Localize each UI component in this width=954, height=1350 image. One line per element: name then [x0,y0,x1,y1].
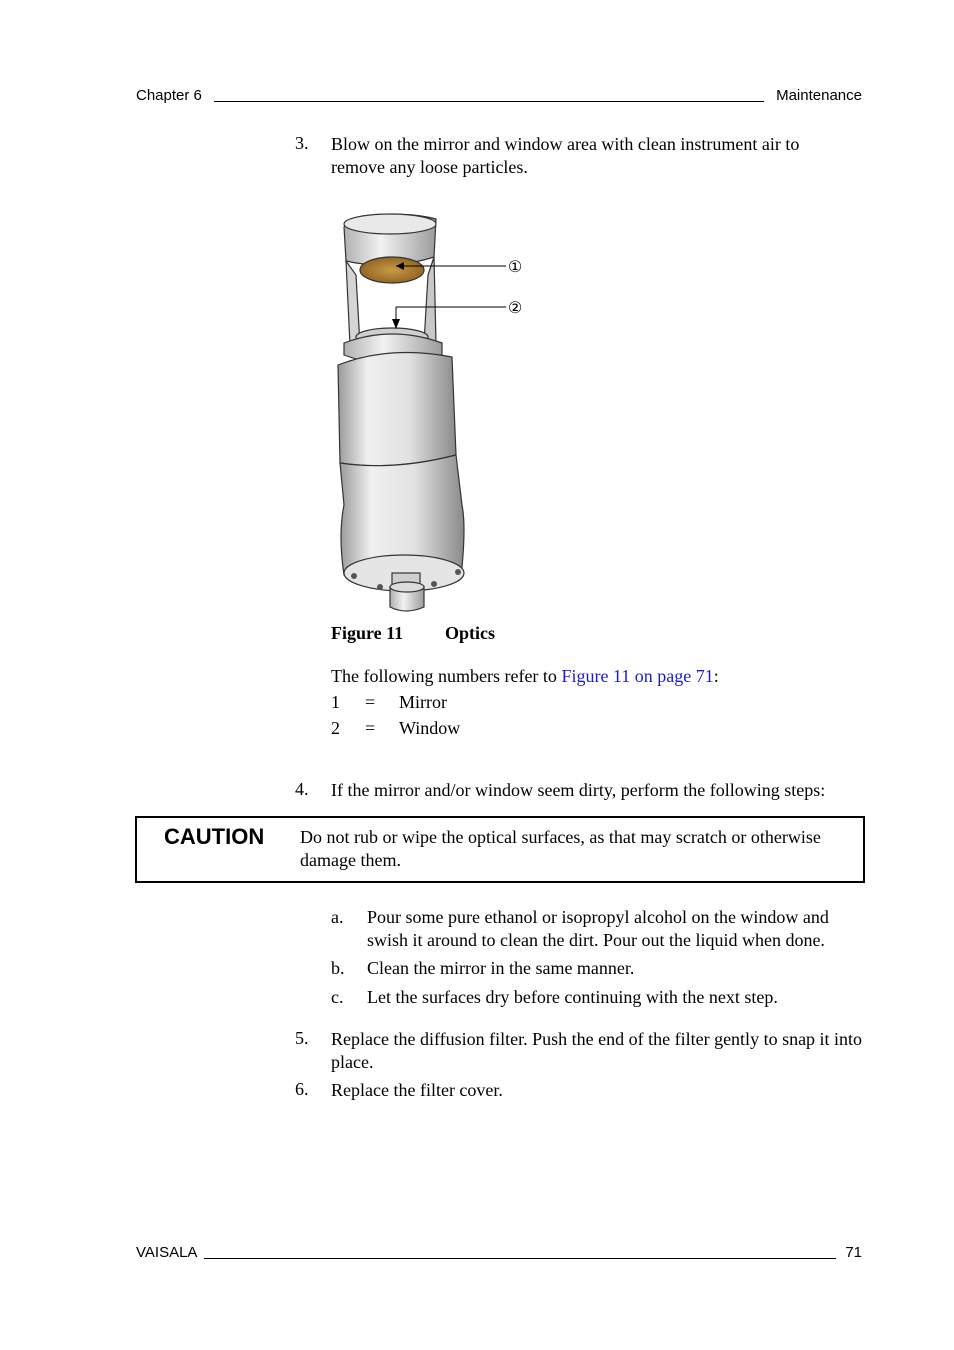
step-6-number: 6. [295,1079,309,1099]
substep-a-text: Pour some pure ethanol or isopropyl alcohol on the window and swish it around to clean the dirt. Pour out the liquid when done. [367,907,829,950]
step-5-text: Replace the diffusion filter. Push the end of the filter gently to snap it into place. [331,1029,863,1072]
footer-company: VAISALA [136,1244,198,1261]
substep-b-text: Clean the mirror in the same manner. [367,958,635,978]
substep-b-letter: b. [331,958,345,978]
callout-1: ① [507,257,523,276]
legend-item-1-label: Mirror [399,692,447,712]
step-5-number: 5. [295,1028,309,1048]
legend-intro-colon: : [713,666,719,686]
footer-rule [204,1258,836,1259]
legend-item-2-eq: = [365,718,376,738]
legend-item-2-label: Window [399,718,461,738]
step-3-number: 3. [295,133,309,153]
caution-label: CAUTION [164,824,265,849]
caution-text: Do not rub or wipe the optical surfaces, as that may scratch or otherwise damage them. [300,827,821,870]
header-section: Maintenance [776,87,862,104]
legend-item-1-num: 1 [331,692,340,712]
legend-item-2-num: 2 [331,718,340,738]
substep-c-letter: c. [331,987,344,1007]
page-number: 71 [845,1244,862,1261]
figure-number: Figure 11 [331,623,404,643]
figure-title: Optics [445,623,496,643]
header-rule [214,101,764,102]
callout-2: ② [507,298,523,317]
step-6-text: Replace the filter cover. [331,1080,503,1100]
substep-c-text: Let the surfaces dry before continuing with the next step. [367,987,778,1007]
optics-illustration [330,205,530,617]
legend-item-1-eq: = [365,692,376,712]
legend-intro-text: The following numbers refer to [331,666,562,686]
header-chapter: Chapter 6 [136,87,202,104]
figure-11-link[interactable]: Figure 11 on page 71 [561,666,714,686]
legend-intro [331,665,719,688]
substep-a-letter: a. [331,907,344,927]
step-4-number: 4. [295,779,309,799]
step-4-text: If the mirror and/or window seem dirty, perform the following steps: [331,780,826,800]
step-3-text: Blow on the mirror and window area with clean instrument air to remove any loose particles. [331,134,800,177]
caution-box [135,816,865,883]
